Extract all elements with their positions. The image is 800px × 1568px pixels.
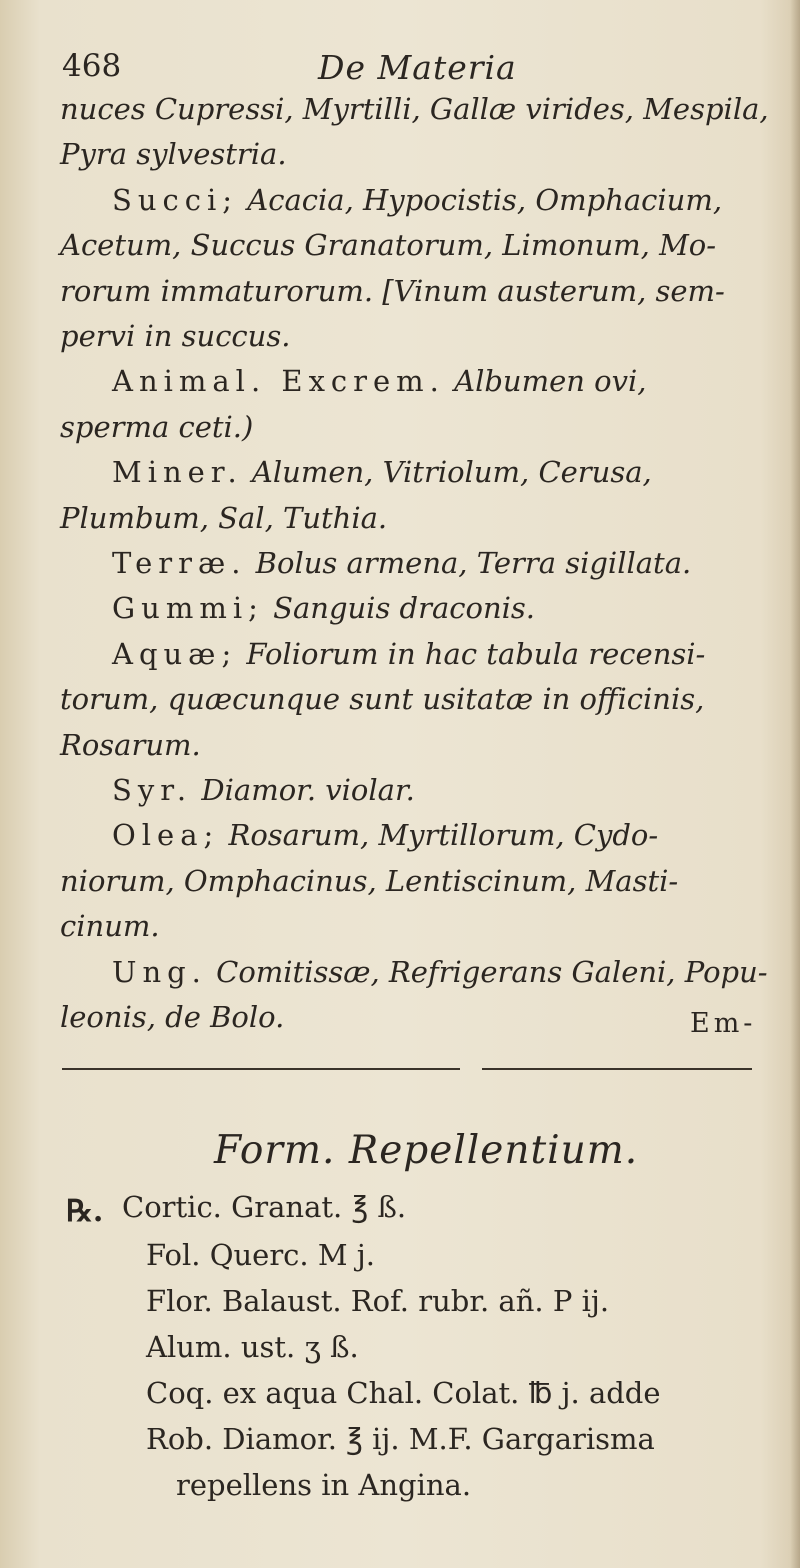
- formula-line: Fol. Querc. M j.: [146, 1238, 375, 1272]
- text-line: [60, 319, 290, 353]
- formula-line: Cortic. Granat. ℥ ß.: [122, 1190, 407, 1224]
- text-line: [112, 637, 705, 671]
- text-line: [112, 955, 768, 989]
- divider-rule-right: [482, 1068, 752, 1070]
- line-text: Plumbum, Sal, Tuthia.: [60, 500, 388, 535]
- text-line: [60, 137, 287, 171]
- page-number: 468: [62, 48, 122, 84]
- text-line: [112, 183, 722, 217]
- text-line: [112, 546, 691, 580]
- section-heading: Ung.: [112, 954, 207, 989]
- line-text: Foliorum in hac tabula recensi-: [237, 636, 706, 671]
- section-heading: Succi;: [112, 182, 239, 217]
- recipe-symbol: ℞.: [66, 1194, 104, 1229]
- text-line: [60, 410, 253, 444]
- section-heading: Gummi;: [112, 591, 264, 626]
- section-heading: Olea;: [112, 818, 220, 853]
- text-line: [60, 274, 725, 308]
- line-text: Comitissæ, Refrigerans Galeni, Popu-: [206, 954, 768, 989]
- text-line: [60, 501, 387, 535]
- line-text: leonis, de Bolo.: [60, 1000, 285, 1034]
- line-text: Bolus armena, Terra sigillata.: [246, 546, 692, 580]
- text-line: [60, 909, 160, 943]
- section-heading: Syr.: [112, 773, 193, 807]
- line-text: Alumen, Vitriolum, Cerusa,: [242, 455, 652, 490]
- line-text: niorum, Omphacinus, Lentiscinum, Masti-: [60, 863, 679, 898]
- formula-line: Flor. Balaust. Rof. rubr. añ. P ij.: [146, 1284, 610, 1318]
- text-line: [60, 92, 769, 126]
- section-heading: Terræ.: [112, 546, 247, 580]
- line-text: nuces Cupressi, Myrtilli, Gallæ virides, Mespila,: [60, 92, 769, 126]
- page-edge-shadow: [790, 0, 800, 1568]
- line-text: Sanguis draconis.: [263, 591, 536, 626]
- line-text: Albumen ovi,: [444, 364, 647, 399]
- line-text: Diamor. violar.: [192, 773, 415, 807]
- running-head: De Materia: [318, 48, 517, 87]
- text-line: [112, 364, 646, 398]
- formula-line: Alum. ust. ʒ ß.: [146, 1330, 359, 1364]
- catchword: Em-: [690, 1008, 757, 1039]
- line-text: Acetum, Succus Granatorum, Limonum, Mo-: [60, 228, 717, 263]
- page-header: [62, 48, 762, 92]
- text-line: [112, 818, 658, 852]
- text-line: [112, 591, 535, 625]
- line-text: cinum.: [60, 909, 160, 944]
- text-line: [112, 455, 652, 489]
- formula-line: repellens in Angina.: [176, 1468, 472, 1502]
- text-line: [60, 728, 201, 762]
- text-line: [60, 1000, 284, 1034]
- text-line: [60, 682, 704, 716]
- text-line: [60, 228, 716, 262]
- line-text: rorum immaturorum. [Vinum austerum, sem-: [60, 273, 725, 308]
- section-heading: Aquæ;: [112, 636, 238, 671]
- formula-title: Form. Repellentium.: [214, 1128, 639, 1173]
- line-text: Rosarum.: [60, 727, 201, 762]
- line-text: Rosarum, Myrtillorum, Cydo-: [219, 818, 659, 853]
- section-heading: Animal. Excrem.: [112, 364, 445, 399]
- formula-line: Rob. Diamor. ℥ ij. M.F. Gargarisma: [146, 1422, 655, 1456]
- line-text: Pyra sylvestria.: [60, 137, 287, 172]
- line-text: torum, quæcunque sunt usitatæ in officinis,: [60, 682, 705, 717]
- text-line: [60, 864, 678, 898]
- line-text: pervi in succus.: [60, 319, 291, 353]
- formula-line: Coq. ex aqua Chal. Colat. ℔ j. adde: [146, 1376, 661, 1410]
- divider-rule-left: [62, 1068, 460, 1070]
- section-heading: Miner.: [112, 455, 243, 490]
- line-text: sperma ceti.): [60, 409, 254, 444]
- line-text: Acacia, Hypocistis, Omphacium,: [238, 182, 723, 217]
- text-line: [112, 773, 415, 807]
